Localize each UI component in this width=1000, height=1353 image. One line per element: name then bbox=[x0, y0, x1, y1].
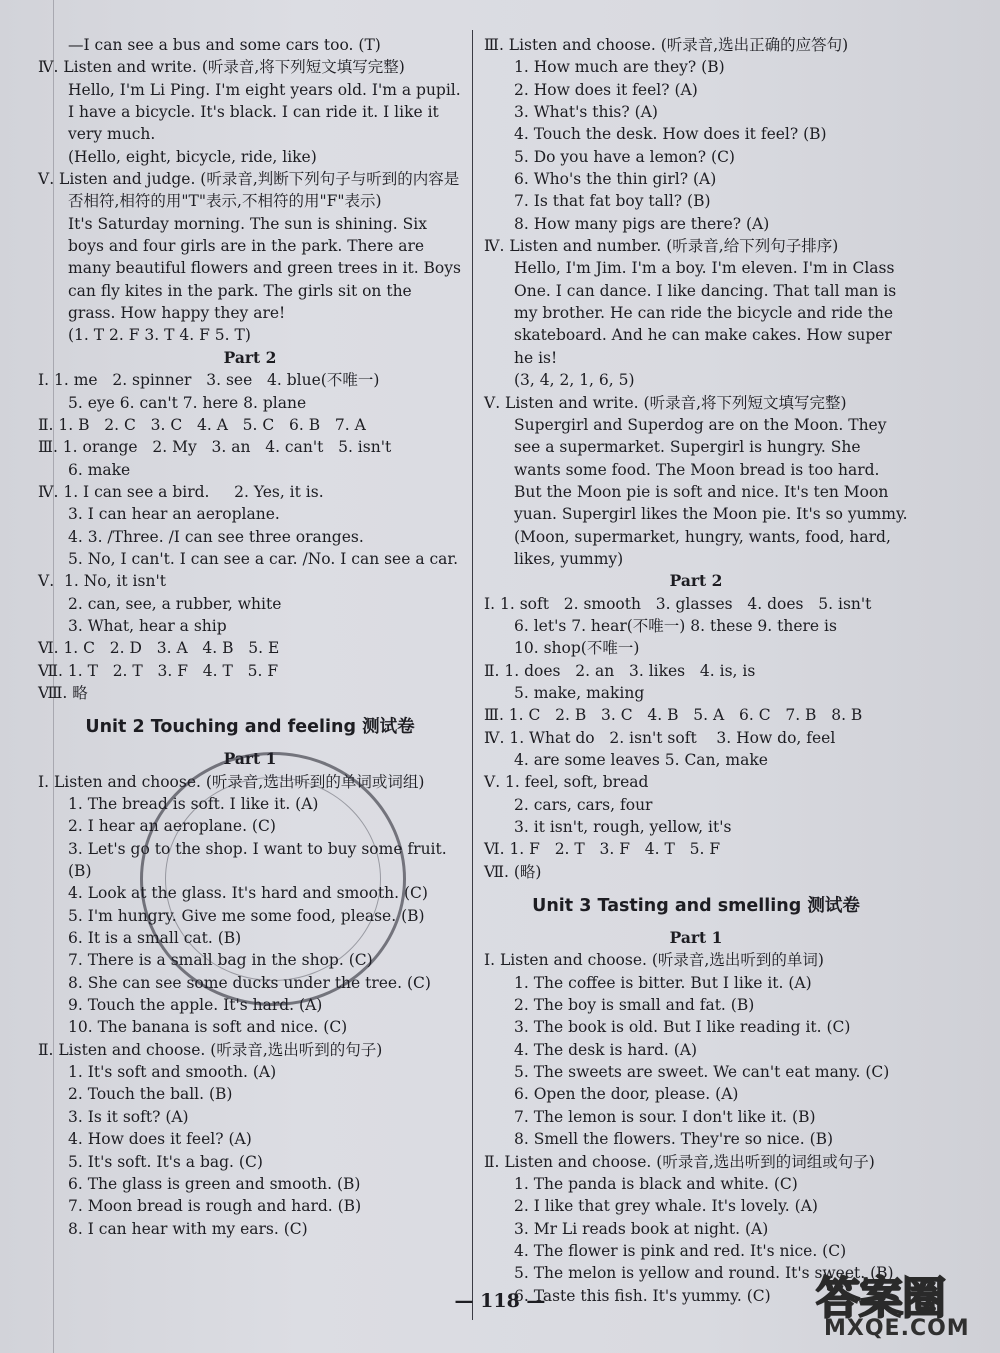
answer-line bbox=[484, 919, 908, 927]
answer-line: 5. eye 6. can't 7. here 8. plane bbox=[68, 393, 307, 412]
page-number: — 118 — bbox=[454, 1290, 546, 1312]
answer-line: Ⅵ. 1. F 2. T 3. F 4. T 5. F bbox=[484, 840, 721, 859]
answer-line: Ⅰ. 1. soft 2. smooth 3. glasses 4. does 5. isn't bbox=[484, 594, 872, 613]
answer-line bbox=[38, 740, 462, 748]
answer-line: 2. The boy is small and fat. (B) bbox=[514, 996, 755, 1015]
section-heading: Ⅳ. Listen and number. (听录音,给下列句子排序) bbox=[484, 237, 839, 256]
answer-line: 3. Let's go to the shop. I want to buy some fruit. (B) bbox=[68, 839, 447, 881]
answer-line: 5. Do you have a lemon? (C) bbox=[514, 147, 735, 166]
column-divider bbox=[472, 30, 473, 1320]
answer-line: 6. let's 7. hear(不唯一) 8. these 9. there is bbox=[514, 616, 837, 635]
answer-line: 1. The coffee is bitter. But I like it. (A) bbox=[514, 973, 812, 992]
answer-line: (Hello, eight, bicycle, ride, like) bbox=[68, 147, 317, 166]
part-heading: Part 2 bbox=[669, 571, 723, 591]
answer-line: 1. It's soft and smooth. (A) bbox=[68, 1063, 277, 1082]
answer-line: 5. The sweets are sweet. We can't eat many. (C) bbox=[514, 1063, 890, 1082]
answer-line: 8. She can see some ducks under the tree. (C) bbox=[68, 973, 431, 992]
answer-line: 4. 3. /Three. /I can see three oranges. bbox=[68, 527, 364, 546]
answer-line: 2. Touch the ball. (B) bbox=[68, 1085, 233, 1104]
answer-line: Ⅴ. 1. No, it isn't bbox=[38, 572, 166, 591]
watermark-text-cn: 答案圈 bbox=[816, 1273, 945, 1324]
answer-line: 5. No, I can't. I can see a car. /No. I can see a car. bbox=[68, 549, 459, 568]
answer-line: 2. I hear an aeroplane. (C) bbox=[68, 817, 276, 836]
answer-line: 7. Moon bread is rough and hard. (B) bbox=[68, 1197, 362, 1216]
answer-line: Ⅲ. 1. C 2. B 3. C 4. B 5. A 6. C 7. B 8. B bbox=[484, 706, 863, 725]
answer-line: 4. The desk is hard. (A) bbox=[514, 1040, 698, 1059]
answer-line: It's Saturday morning. The sun is shining. Six boys and four girls are in the park. There are many beautiful flowers and green trees in it. Boys can fly kites in the park. The girls sit on the grass. How happy they are! bbox=[68, 214, 461, 323]
unit-title: Unit 2 Touching and feeling 测试卷 bbox=[85, 717, 415, 738]
right-column bbox=[484, 34, 908, 1307]
answer-line: Supergirl and Superdog are on the Moon. They see a supermarket. Supergirl is hungry. She wants some food. The Moon bread is too hard. But the Moon pie is soft and nice. It's ten Moon yuan. Supergirl likes the Moon pie. It's so yummy. bbox=[514, 415, 908, 524]
answer-line: (Moon, supermarket, hungry, wants, food, hard, likes, yummy) bbox=[514, 527, 891, 568]
answer-line: 3. The book is old. But I like reading it. (C) bbox=[514, 1018, 851, 1037]
answer-line: 4. How does it feel? (A) bbox=[68, 1130, 252, 1149]
answer-line bbox=[484, 883, 908, 893]
answer-line: Ⅱ. 1. B 2. C 3. C 4. A 5. C 6. B 7. A bbox=[38, 415, 366, 434]
answer-line: 9. Touch the apple. It's hard. (A) bbox=[68, 996, 323, 1015]
watermark-logo bbox=[810, 1262, 996, 1350]
part-heading: Part 1 bbox=[669, 928, 723, 948]
answer-line: Ⅶ. (略) bbox=[484, 862, 542, 881]
answer-line: 1. How much are they? (B) bbox=[514, 58, 725, 77]
answer-line: 3. Is it soft? (A) bbox=[68, 1107, 189, 1126]
answer-line: Ⅴ. 1. feel, soft, bread bbox=[484, 773, 649, 792]
section-heading: Ⅴ. Listen and judge. (听录音,判断下列句子与听到的内容是否相符,相符的用"T"表示,不相符的用"F"表示) bbox=[38, 170, 460, 211]
answer-line: (3, 4, 2, 1, 6, 5) bbox=[514, 371, 635, 390]
answer-line: —I can see a bus and some cars too. (T) bbox=[68, 36, 381, 54]
answer-line: Hello, I'm Jim. I'm a boy. I'm eleven. I'm in Class One. I can dance. I like dancing. That tall man is my brother. He can ride the bicycle and ride the skateboard. And he can make cakes. How super he is! bbox=[514, 259, 897, 367]
answer-line: 6. It is a small cat. (B) bbox=[68, 929, 242, 948]
answer-line: Hello, I'm Li Ping. I'm eight years old. I'm a pupil. I have a bicycle. It's black. I can ride it. I like it very much. bbox=[68, 80, 461, 144]
answer-line: Ⅵ. 1. C 2. D 3. A 4. B 5. E bbox=[38, 639, 280, 658]
answer-line: 2. I like that grey whale. It's lovely. (A) bbox=[514, 1197, 818, 1216]
answer-line: 3. What, hear a ship bbox=[68, 616, 227, 635]
answer-line: 8. Smell the flowers. They're so nice. (B) bbox=[514, 1130, 834, 1149]
part-heading: Part 1 bbox=[223, 749, 277, 769]
section-heading: Ⅱ. Listen and choose. (听录音,选出听到的词组或句子) bbox=[484, 1152, 875, 1171]
answer-line: Ⅲ. 1. orange 2. My 3. an 4. can't 5. isn't bbox=[38, 438, 392, 457]
answer-line: Ⅷ. 略 bbox=[38, 683, 88, 702]
section-heading: Ⅲ. Listen and choose. (听录音,选出正确的应答句) bbox=[484, 36, 849, 54]
answer-line: Ⅰ. 1. me 2. spinner 3. see 4. blue(不唯一) bbox=[38, 371, 380, 390]
answer-line: 2. cars, cars, four bbox=[514, 795, 653, 814]
answer-line: 10. shop(不唯一) bbox=[514, 639, 640, 658]
answer-line: 7. The lemon is sour. I don't like it. (B) bbox=[514, 1107, 816, 1126]
answer-line: 7. Is that fat boy tall? (B) bbox=[514, 192, 711, 211]
answer-line: 6. make bbox=[68, 460, 131, 479]
answer-line: (1. T 2. F 3. T 4. F 5. T) bbox=[68, 326, 251, 345]
left-column bbox=[38, 34, 462, 1240]
answer-line: 4. Look at the glass. It's hard and smooth. (C) bbox=[68, 884, 428, 903]
answer-line: 6. Who's the thin girl? (A) bbox=[514, 170, 717, 189]
section-heading: Ⅰ. Listen and choose. (听录音,选出听到的单词) bbox=[484, 951, 824, 970]
section-heading: Ⅳ. Listen and write. (听录音,将下列短文填写完整) bbox=[38, 58, 405, 77]
answer-line: 5. It's soft. It's a bag. (C) bbox=[68, 1152, 263, 1171]
answer-line: 3. it isn't, rough, yellow, it's bbox=[514, 818, 732, 837]
answer-line: Ⅱ. 1. does 2. an 3. likes 4. is, is bbox=[484, 661, 756, 680]
answer-line: Ⅳ. 1. What do 2. isn't soft 3. How do, feel bbox=[484, 728, 836, 747]
answer-line: 1. The panda is black and white. (C) bbox=[514, 1174, 798, 1193]
answer-line: 4. Touch the desk. How does it feel? (B) bbox=[514, 125, 827, 144]
answer-line: 4. are some leaves 5. Can, make bbox=[514, 751, 768, 769]
watermark-text-en: MXQE.COM bbox=[824, 1316, 970, 1341]
answer-line: 6. Taste this fish. It's yummy. (C) bbox=[514, 1286, 771, 1305]
section-heading: Ⅰ. Listen and choose. (听录音,选出听到的单词或词组) bbox=[38, 772, 425, 791]
answer-line: Ⅶ. 1. T 2. T 3. F 4. T 5. F bbox=[38, 661, 279, 680]
answer-line: 4. The flower is pink and red. It's nice. (C) bbox=[514, 1241, 847, 1260]
answer-line: 3. What's this? (A) bbox=[514, 103, 658, 122]
unit-title: Unit 3 Tasting and smelling 测试卷 bbox=[532, 896, 860, 917]
answer-line bbox=[38, 704, 462, 714]
answer-line: 8. How many pigs are there? (A) bbox=[514, 214, 770, 233]
answer-line: 6. Open the door, please. (A) bbox=[514, 1085, 739, 1104]
section-heading: Ⅴ. Listen and write. (听录音,将下列短文填写完整) bbox=[484, 393, 847, 412]
answer-line: 3. I can hear an aeroplane. bbox=[68, 505, 280, 524]
answer-line: 5. make, making bbox=[514, 683, 645, 702]
part-heading: Part 2 bbox=[223, 347, 277, 367]
answer-line: 6. The glass is green and smooth. (B) bbox=[68, 1174, 361, 1193]
answer-line: 5. I'm hungry. Give me some food, please. (B) bbox=[68, 906, 425, 925]
answer-line: 8. I can hear with my ears. (C) bbox=[68, 1219, 308, 1238]
answer-line: 2. How does it feel? (A) bbox=[514, 80, 698, 99]
answer-line: 10. The banana is soft and nice. (C) bbox=[68, 1018, 348, 1037]
answer-line: 2. can, see, a rubber, white bbox=[68, 594, 282, 613]
answer-line: 3. Mr Li reads book at night. (A) bbox=[514, 1219, 769, 1238]
answer-line: 7. There is a small bag in the shop. (C) bbox=[68, 951, 373, 970]
answer-line: 1. The bread is soft. I like it. (A) bbox=[68, 795, 319, 813]
answer-line: Ⅳ. 1. I can see a bird. 2. Yes, it is. bbox=[38, 482, 324, 501]
answer-line: 5. The melon is yellow and round. It's sweet. (B) bbox=[514, 1264, 894, 1283]
section-heading: Ⅱ. Listen and choose. (听录音,选出听到的句子) bbox=[38, 1040, 383, 1059]
